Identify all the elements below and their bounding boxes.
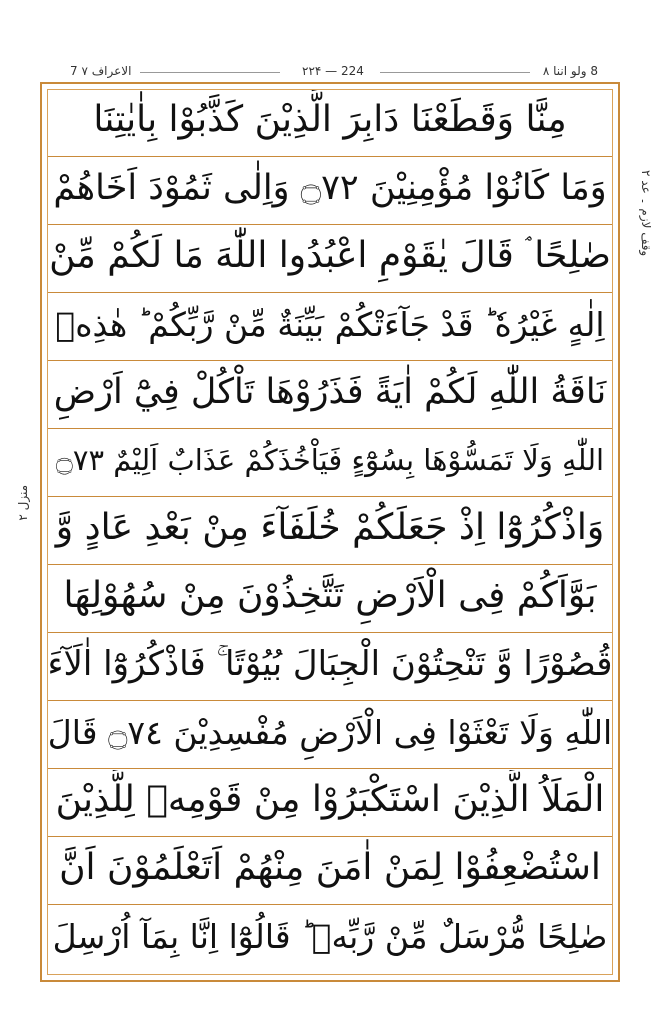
page-number: ۲۲۴ — 224 [302,64,364,78]
text-line-5: نَاقَةُ اللّٰهِ لَكُمْ اٰيَةً فَذَرُوْهَا تَاْكُلْ فِيْٓ اَرْضِ [53,371,607,412]
line-rule [48,564,612,565]
line-rule [48,156,612,157]
text-line-10: اللّٰهِ وَلَا تَعْثَوْا فِى الْاَرْضِ مُفْسِدِيْنَ ۝٧٤ قَالَ [48,712,612,752]
text-line-13: صٰلِحًا مُّرْسَلٌ مِّنْ رَّبِّهٖ ؕ قَالُوْٓا اِنَّا بِمَآ اُرْسِلَ [52,916,608,956]
text-line-1: مِنَّا وَقَطَعْنَا دَابِرَ الَّذِيْنَ كَذَّبُوْا بِاٰيٰتِنَا [93,99,567,140]
text-line-11: الْمَلَاُ الَّذِيْنَ اسْتَكْبَرُوْا مِنْ قَوْمِهٖ لِلَّذِيْنَ [55,779,605,820]
line-rule [48,904,612,905]
line-rule [48,224,612,225]
page-header [40,62,620,82]
text-line-2: وَمَا كَانُوْا مُؤْمِنِيْنَ ۝٧٢ وَاِلٰى ثَمُوْدَ اَخَاهُمْ [53,167,607,208]
line-rule [48,836,612,837]
header-rule-left [140,72,280,73]
line-rule [48,632,612,633]
line-rule [48,428,612,429]
text-line-4: اِلٰهٍ غَيْرُهٗ ؕ قَدْ جَآءَتْكُمْ بَيِّنَةٌ مِّنْ رَّبِّكُمْ ؕ هٰذِهٖ [55,304,605,344]
line-rule [48,496,612,497]
text-line-12: اسْتُضْعِفُوْا لِمَنْ اٰمَنَ مِنْهُمْ اَتَعْلَمُوْنَ اَنَّ [59,847,601,888]
para-name: 8 ولو اننا ۸ [542,64,598,78]
line-rule [48,360,612,361]
header-rule-right [380,72,530,73]
text-line-8: بَوَّاَكُمْ فِى الْاَرْضِ تَتَّخِذُوْنَ مِنْ سُهُوْلِهَا [63,575,597,616]
line-rule [48,700,612,701]
text-line-7: وَاذْكُرُوْٓا اِذْ جَعَلَكُمْ خُلَفَآءَ مِنْ بَعْدِ عَادٍ وَّ [55,507,605,548]
line-rule [48,292,612,293]
text-line-3: صٰلِحًا ۘ قَالَ يٰقَوْمِ اعْبُدُوا اللّٰهَ مَا لَكُمْ مِّنْ [49,235,611,276]
line-rule [48,768,612,769]
surah-name: 7 الاعراف ۷ [70,64,132,78]
quran-text-block [48,90,612,974]
margin-note-manzil: منزل ۲ [16,485,30,521]
text-line-9: قُصُوْرًا وَّ تَنْحِتُوْنَ الْجِبَالَ بُيُوْتًا ۚ فَاذْكُرُوْٓا اٰلَآءَ [48,644,612,684]
margin-note-waqf: وقف لازم ۔ عد ۲ [639,170,653,257]
text-line-6: اللّٰهِ وَلَا تَمَسُّوْهَا بِسُوْٓءٍ فَيَاْخُذَكُمْ عَذَابٌ اَلِيْمٌ ۝٧٣ [55,442,605,477]
